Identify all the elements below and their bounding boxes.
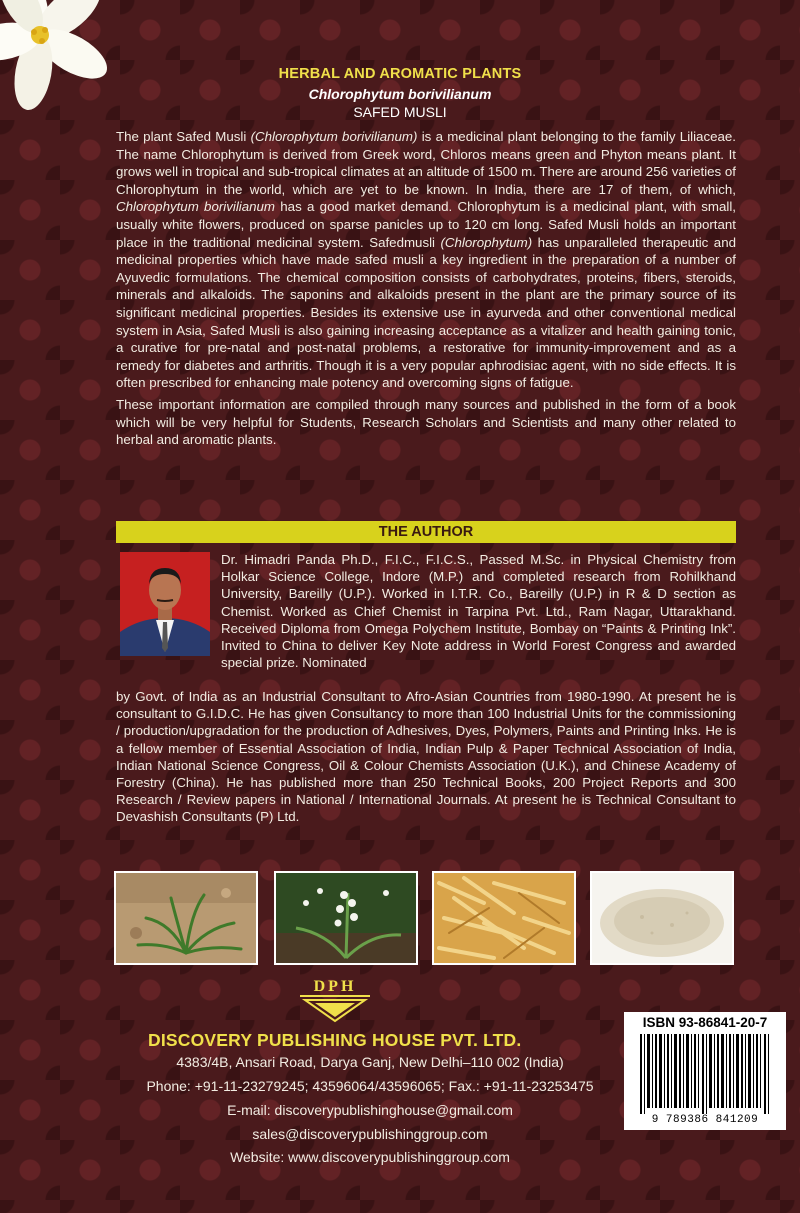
publisher-website: Website: www.discoverypublishinggroup.com (230, 1149, 510, 1165)
scientific-name: Chlorophytum borivilianum (308, 86, 492, 102)
book-series-title: HERBAL AND AROMATIC PLANTS (278, 66, 522, 82)
publisher-logo (290, 975, 380, 1023)
isbn-barcode-block (624, 1012, 786, 1130)
text-run: is a medicinal plant belonging to the family Liliaceae. The name Chlorophytum is derived from Greek word, Chloros means green and Phyton means plant. It grows well in tropical and sub-tropical climates at an altitude of 1500 m. There are around 256 varieties of Chlorophytum in the world, which are yet to be known. In India, there are 17 of them, of which, (116, 129, 736, 197)
text-run: has a good market demand. Chlorophytum is a medicinal plant, with small, usually white flowers, produced on sparse panicles up to 120 cm long. Safed Musli holds an important place in the traditional medicinal system. Safedmusli (116, 199, 736, 250)
text-run-italic: (Chlorophytum borivilianum) (250, 129, 418, 144)
plant-flowers-photo (274, 871, 418, 965)
publisher-address: 4383/4B, Ansari Road, Darya Ganj, New Delhi–110 002 (India) (176, 1054, 564, 1070)
description-paragraph-1 (116, 128, 736, 392)
root-powder-photo (590, 871, 734, 965)
dried-roots-photo (432, 871, 576, 965)
author-photo (120, 552, 210, 656)
plant-field-photo (114, 871, 258, 965)
flower-decoration (0, 0, 150, 120)
text-run-italic: Chlorophytum borivilianum (116, 199, 275, 215)
isbn-label: ISBN 93-86841-20-7 (642, 1015, 768, 1030)
publisher-sales-email: sales@discoverypublishinggroup.com (252, 1126, 488, 1142)
text-run-italic: (Chlorophytum) (440, 234, 533, 250)
text-run: The plant Safed Musli (116, 129, 251, 144)
description-paragraph-2: These important information are compiled through many sources and published in the form of a book which will be very helpful for Students, Research Scholars and Scientists and many other related to herbal and aromatic plants. (116, 396, 736, 448)
author-bio-intro: Dr. Himadri Panda Ph.D., F.I.C., F.I.C.S., Passed M.Sc. in Physical Chemistry from Holkar Science College, Indore (M.P.) and completed research from Rohilkhand University, Bareilly (U.P.). Worked in I.T.R. Co., Bareilly (U.P.) in R & D section as Chemist. Worked as Chief Chemist in Tarpina Pvt. Ltd., Ram Nagar, Uttarakhand. Received Diploma from Omega Polychem Institute, Bombay on “Paints & Printing Ink”. Invited to China to deliver Key Note address in World Forest Congress and awarded special prize. Nominated (221, 552, 736, 671)
book-description (116, 128, 736, 449)
isbn-digits: 9 789386 841209 (651, 1114, 759, 1126)
svg-text:DPH: DPH (313, 978, 357, 995)
barcode-icon (638, 1034, 772, 1114)
author-bio-continued: by Govt. of India as an Industrial Consultant to Afro-Asian Countries from 1980-1990. At present he is consultant to G.I.D.C. He has given Consultancy to more than 100 Industrial Units for the commissioning / production/upgradation for the production of Adhesives, Dyes, Polymers, Paints and Printing Inks. He is a fellow member of Essential Association of India, Indian Pulp & Paper Technical Association of India, Indian National Science Congress, Oil & Colour Chemists Association (U.K.), and Chinese Academy of Forestry (China). He has published more than 250 Technical Books, 200 Project Reports and 300 Research / Review papers in National / International Journals. At present he is Technical Consultant to Devashish Consultants (P) Ltd. (116, 689, 736, 825)
common-name: SAFED MUSLI (353, 104, 447, 120)
author-heading: THE AUTHOR (116, 521, 736, 543)
text-run: has unparalleled therapeutic and medicinal properties which have made safed musli a key ingredient in the preparation of a number of Ayuvedic formulations. The chemical composition consists of carbohydrates, proteins, fibers, steroids, minerals and alkaloids. The saponins and alkaloids present in the plant are the primary source of its significant medicinal properties. Besides its extensive use in ayurveda and other conventional medical system in Asia, Safed Musli is also gaining increasing acceptance as a vitalizer and health gaining tonic, a curative for pre-natal and post-natal problems, a restorative for immunity-improvement and as a remedy for diabetes and arthritis. Though it is a very popular aphrodisiac agent, with no side effects. It is often prescribed for enhancing male potency and overcoming signs of fatigue. (116, 234, 736, 391)
publisher-phone: Phone: +91-11-23279245; 43596064/43596065; Fax.: +91-11-23253475 (146, 1078, 594, 1094)
publisher-email: E-mail: discoverypublishinghouse@gmail.com (227, 1102, 513, 1118)
publisher-name: DISCOVERY PUBLISHING HOUSE PVT. LTD. (148, 1030, 522, 1050)
